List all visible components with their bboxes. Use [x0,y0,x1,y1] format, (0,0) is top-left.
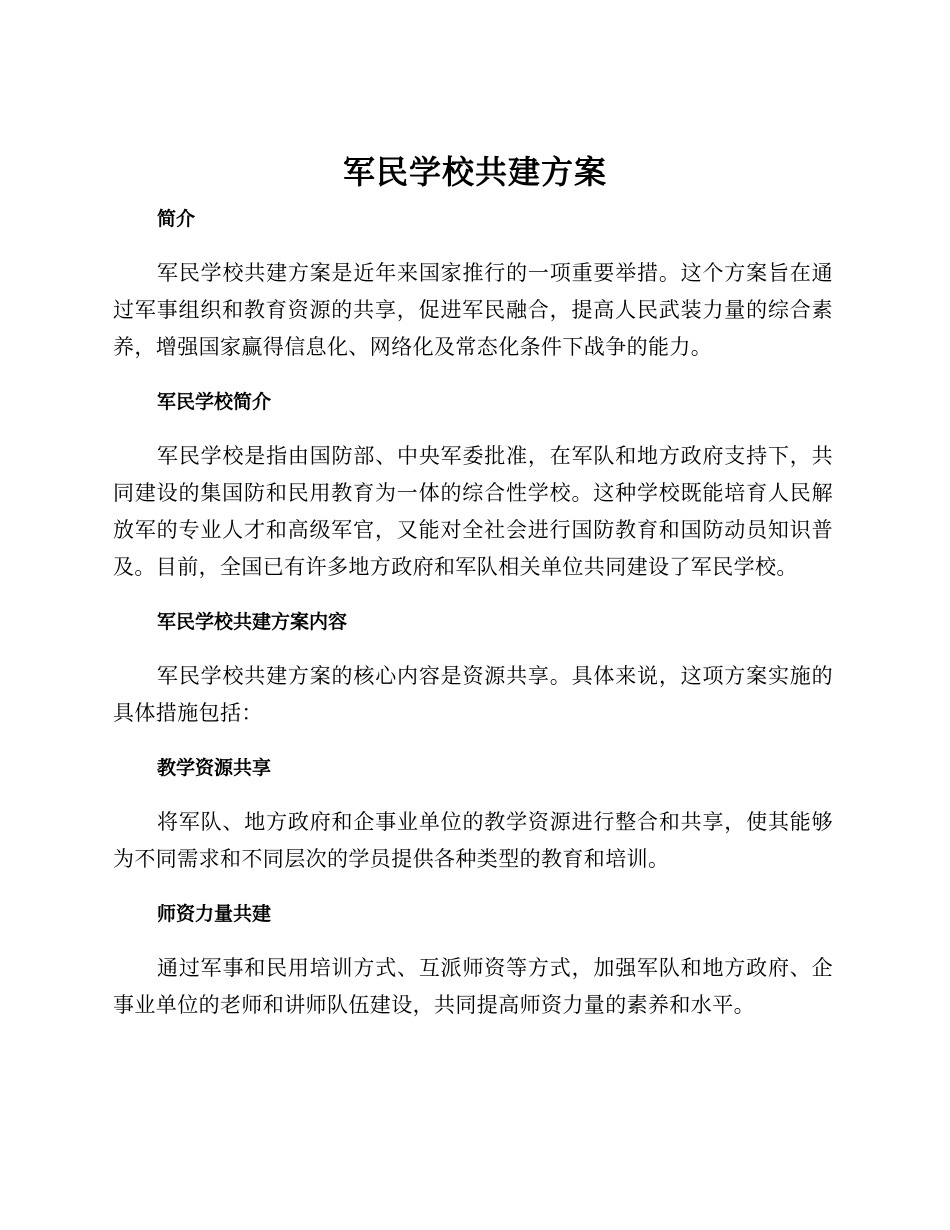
section-plan-content [113,604,833,732]
section-paragraph: 军民学校共建方案的核心内容是资源共享。具体来说，这项方案实施的具体措施包括： [113,664,833,725]
section-teaching-resources [113,750,833,878]
section-teacher-strength [113,896,833,1024]
section-paragraph: 通过军事和民用培训方式、互派师资等方式，加强军队和地方政府、企事业单位的老师和讲师队伍建设，共同提高师资力量的素养和水平。 [113,956,833,1017]
document-title: 军民学校共建方案 [342,153,607,191]
section-heading: 简介 [157,208,196,230]
section-paragraph: 军民学校共建方案是近年来国家推行的一项重要举措。这个方案旨在通过军事组织和教育资源的共享，促进军民融合，提高人民武装力量的综合素养，增强国家赢得信息化、网络化及常态化条件下战争的能力。 [113,261,833,359]
section-school-intro [113,384,833,586]
section-paragraph: 将军队、地方政府和企事业单位的教学资源进行整合和共享，使其能够为不同需求和不同层次的学员提供各种类型的教育和培训。 [113,810,833,871]
section-heading: 军民学校共建方案内容 [157,611,348,633]
section-paragraph: 军民学校是指由国防部、中央军委批准，在军队和地方政府支持下，共同建设的集国防和民用教育为一体的综合性学校。这种学校既能培育人民解放军的专业人才和高级军官，又能对全社会进行国防教育和国防动员知识普及。目前，全国已有许多地方政府和军队相关单位共同建设了军民学校。 [113,444,833,579]
section-intro [113,201,833,366]
document-body [113,201,833,1042]
section-heading: 师资力量共建 [157,903,272,925]
section-heading: 军民学校简介 [157,391,272,413]
section-heading: 教学资源共享 [157,757,272,779]
